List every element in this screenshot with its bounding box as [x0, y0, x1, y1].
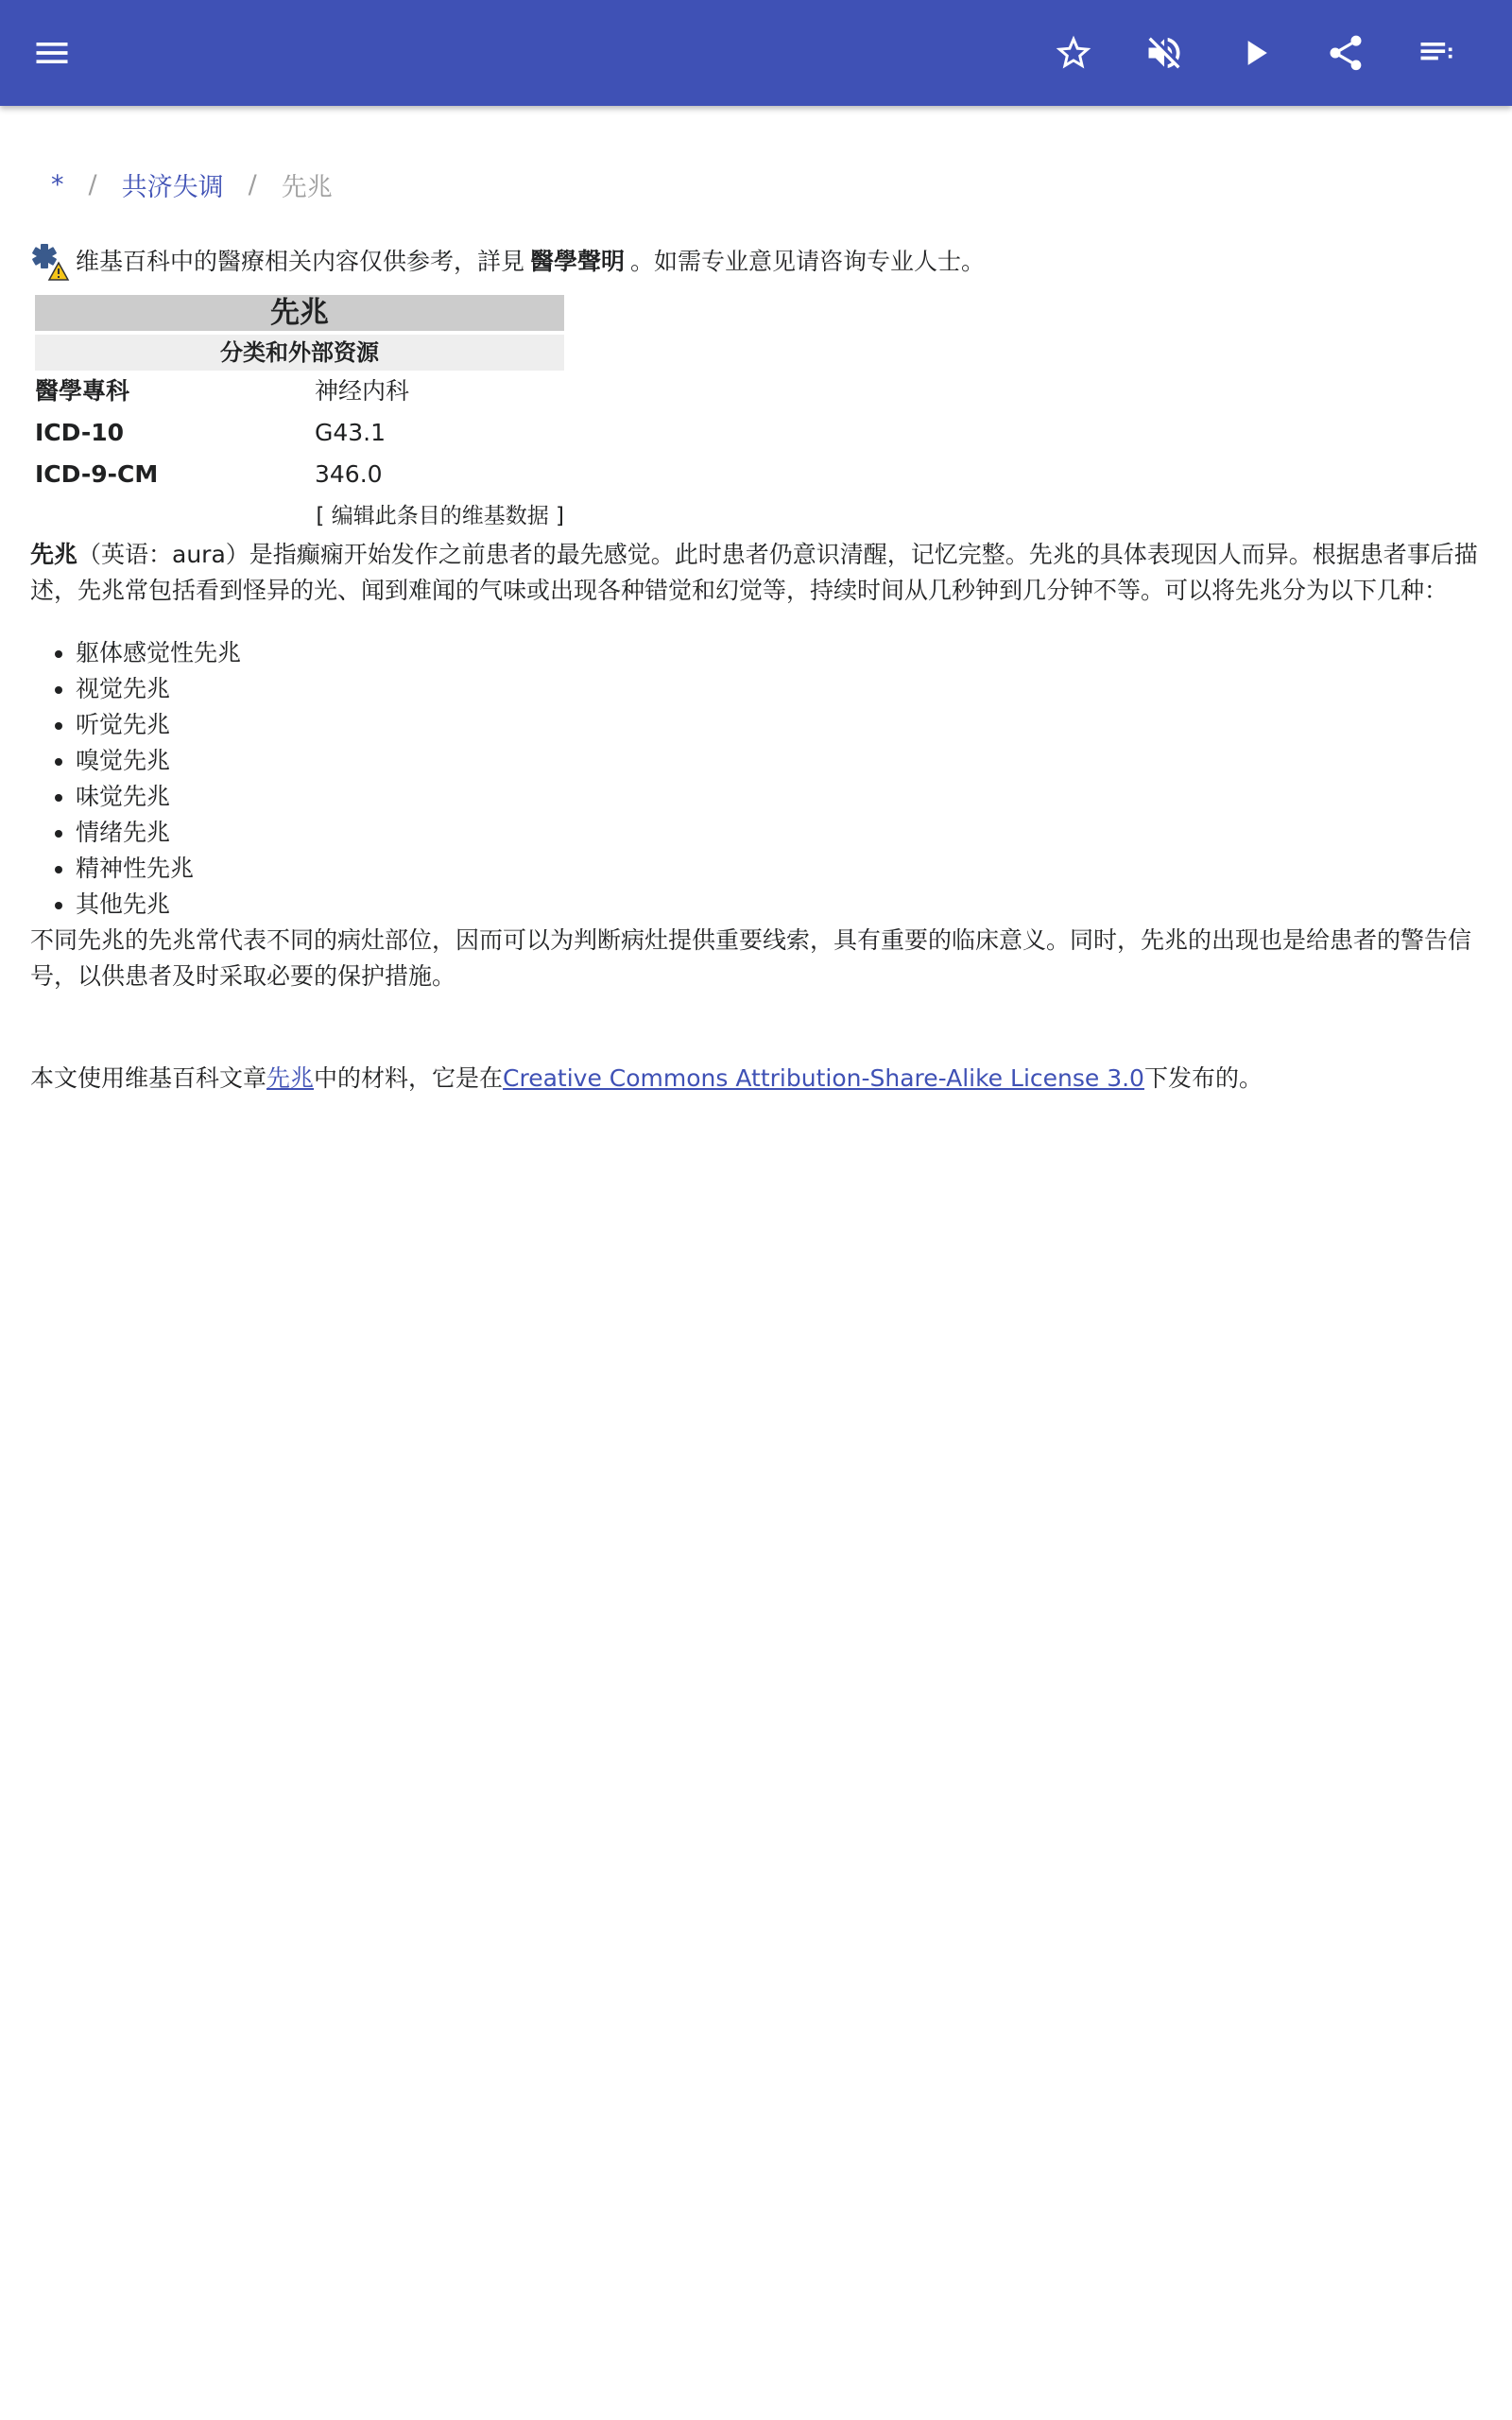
share-icon	[1325, 32, 1366, 74]
list-item: • 嗅觉先兆	[76, 743, 1482, 779]
infobox-subtitle: 分类和外部资源	[35, 335, 564, 371]
star-icon	[1053, 32, 1094, 74]
breadcrumb-parent-link[interactable]: 共济失调	[121, 173, 224, 202]
infobox-value: 神经内科	[315, 377, 410, 405]
breadcrumb	[51, 166, 333, 203]
list-item: • 精神性先兆	[76, 851, 1482, 887]
infobox-key: ICD-9-CM	[35, 460, 159, 488]
list-item: • 味觉先兆	[76, 779, 1482, 815]
breadcrumb-home-link[interactable]: *	[51, 170, 64, 199]
infobox-row	[35, 412, 564, 454]
lead-term: 先兆	[30, 541, 78, 568]
mute-button[interactable]	[1134, 23, 1194, 83]
license-link[interactable]: Creative Commons Attribution-Share-Alike License 3.0	[503, 1064, 1144, 1092]
infobox-title: 先兆	[35, 295, 564, 331]
contents-button[interactable]	[1406, 23, 1467, 83]
breadcrumb-separator: /	[88, 170, 97, 199]
list-item: • 听觉先兆	[76, 707, 1482, 743]
breadcrumb-current: 先兆	[281, 173, 333, 202]
license-text: 中的材料，它是在	[314, 1064, 504, 1092]
list-item: • 躯体感觉性先兆	[76, 635, 1482, 671]
favorite-button[interactable]	[1043, 23, 1104, 83]
aura-types-list	[30, 635, 1482, 923]
infobox-key: ICD-10	[35, 419, 125, 446]
list-item: • 视觉先兆	[76, 671, 1482, 707]
lead-text: （英语：aura）是指癫痫开始发作之前患者的最先感觉。此时患者仍意识清醒，记忆完整。先兆的具体表现因人而异。根据患者事后描述，先兆常包括看到怪异的光、闻到难闻的气味或出现各种错觉和幻觉等，持续时间从几秒钟到几分钟不等。可以将先兆分为以下几种：	[30, 541, 1478, 604]
infobox-value: 346.0	[315, 460, 383, 488]
volume-off-icon	[1143, 32, 1185, 74]
license-note	[30, 1061, 1482, 1097]
playlist-icon	[1416, 32, 1457, 74]
body-paragraph: 不同先兆的先兆常代表不同的病灶部位，因而可以为判断病灶提供重要线索，具有重要的临床意义。同时，先兆的出现也是给患者的警告信号，以供患者及时采取必要的保护措施。	[30, 926, 1472, 990]
license-text: 本文使用维基百科文章	[30, 1064, 267, 1092]
edit-wikidata-link[interactable]: [ 编辑此条目的维基数据 ]	[316, 504, 564, 528]
infobox-key: 醫學專科	[35, 377, 130, 405]
play-icon	[1234, 32, 1276, 74]
share-button[interactable]	[1315, 23, 1376, 83]
infobox-row	[35, 371, 564, 412]
medical-warning-icon	[30, 242, 70, 282]
menu-button[interactable]	[22, 23, 82, 83]
play-button[interactable]	[1225, 23, 1285, 83]
app-toolbar	[0, 0, 1512, 106]
breadcrumb-separator: /	[248, 170, 257, 199]
disclaimer-link[interactable]: 醫學聲明	[530, 248, 626, 275]
infobox-row	[35, 454, 564, 495]
infobox	[35, 295, 564, 537]
medical-disclaimer	[30, 242, 985, 282]
license-text: 下发布的。	[1143, 1064, 1263, 1092]
disclaimer-text-end: 。如需专业意见请咨询专业人士。	[630, 248, 986, 275]
lead-paragraph	[30, 537, 1482, 609]
article-body	[30, 537, 1482, 1097]
hamburger-menu-icon	[31, 32, 73, 74]
list-item: • 其他先兆	[76, 887, 1482, 923]
disclaimer-text: 维基百科中的醫療相关内容仅供参考，詳見	[76, 248, 525, 275]
list-item: • 情绪先兆	[76, 815, 1482, 851]
infobox-value: G43.1	[315, 419, 387, 446]
source-article-link[interactable]: 先兆	[266, 1064, 315, 1092]
